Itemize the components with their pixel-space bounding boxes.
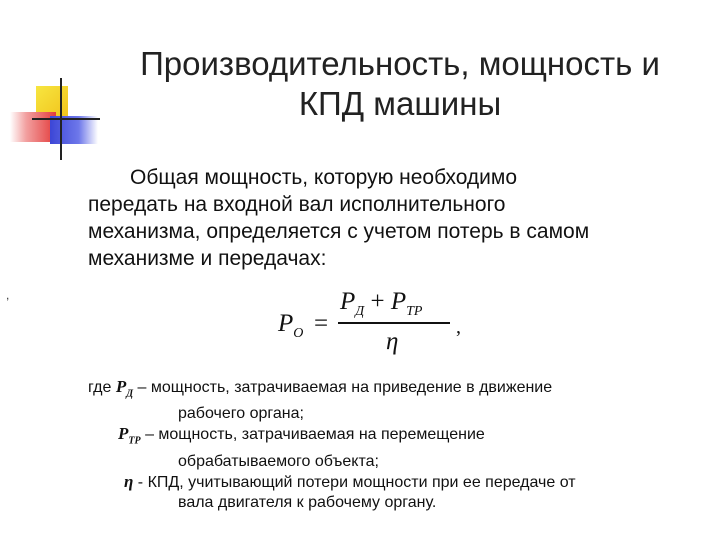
slide-title	[112, 44, 688, 124]
stray-mark: ,	[6, 288, 10, 302]
definition-pd: где $Р_Д$ – мощность, затрачиваемая на приведение в движение	[88, 377, 553, 400]
definition-ptr-cont: обрабатываемого объекта;	[178, 452, 379, 470]
horizontal-line	[32, 118, 100, 120]
definition-eta-cont: вала двигателя к рабочему органу.	[178, 493, 437, 511]
formula-comma: ,	[456, 316, 461, 338]
title-line-2: КПД машины	[298, 85, 502, 122]
title-line-1: Производительность, мощность и	[140, 45, 660, 82]
definition-pd-cont: рабочего органа;	[178, 405, 304, 423]
ptr-symbol: $Р_{ТР}$	[118, 424, 141, 447]
fraction-bar	[338, 322, 450, 324]
definition-ptr: $Р_{ТР}$ – мощность, затрачиваемая на перемещение	[118, 424, 485, 447]
formula-equals: =	[314, 310, 329, 337]
formula-lhs: $P_O$	[278, 310, 304, 341]
decorative-logo	[0, 0, 110, 170]
intro-line-1: Общая мощность, которую необходимо	[130, 166, 518, 189]
pd-symbol: $Р_Д$	[115, 377, 134, 400]
blue-bar	[50, 116, 98, 144]
definition-eta: η - КПД, учитывающий потери мощности при ее передаче от	[124, 471, 576, 491]
intro-line-3: механизма, определяется с учетом потерь в самом	[88, 220, 590, 243]
intro-line-4: механизме и передачах:	[88, 247, 327, 270]
intro-line-2: передать на входной вал исполнительного	[88, 193, 506, 216]
definitions-block	[88, 377, 688, 513]
eta-symbol: η	[124, 471, 134, 491]
formula-denominator: η	[386, 328, 399, 355]
formula-numerator: $P_Д + P_{ТР}$	[340, 288, 423, 319]
intro-paragraph	[88, 164, 678, 272]
power-formula	[278, 288, 478, 368]
